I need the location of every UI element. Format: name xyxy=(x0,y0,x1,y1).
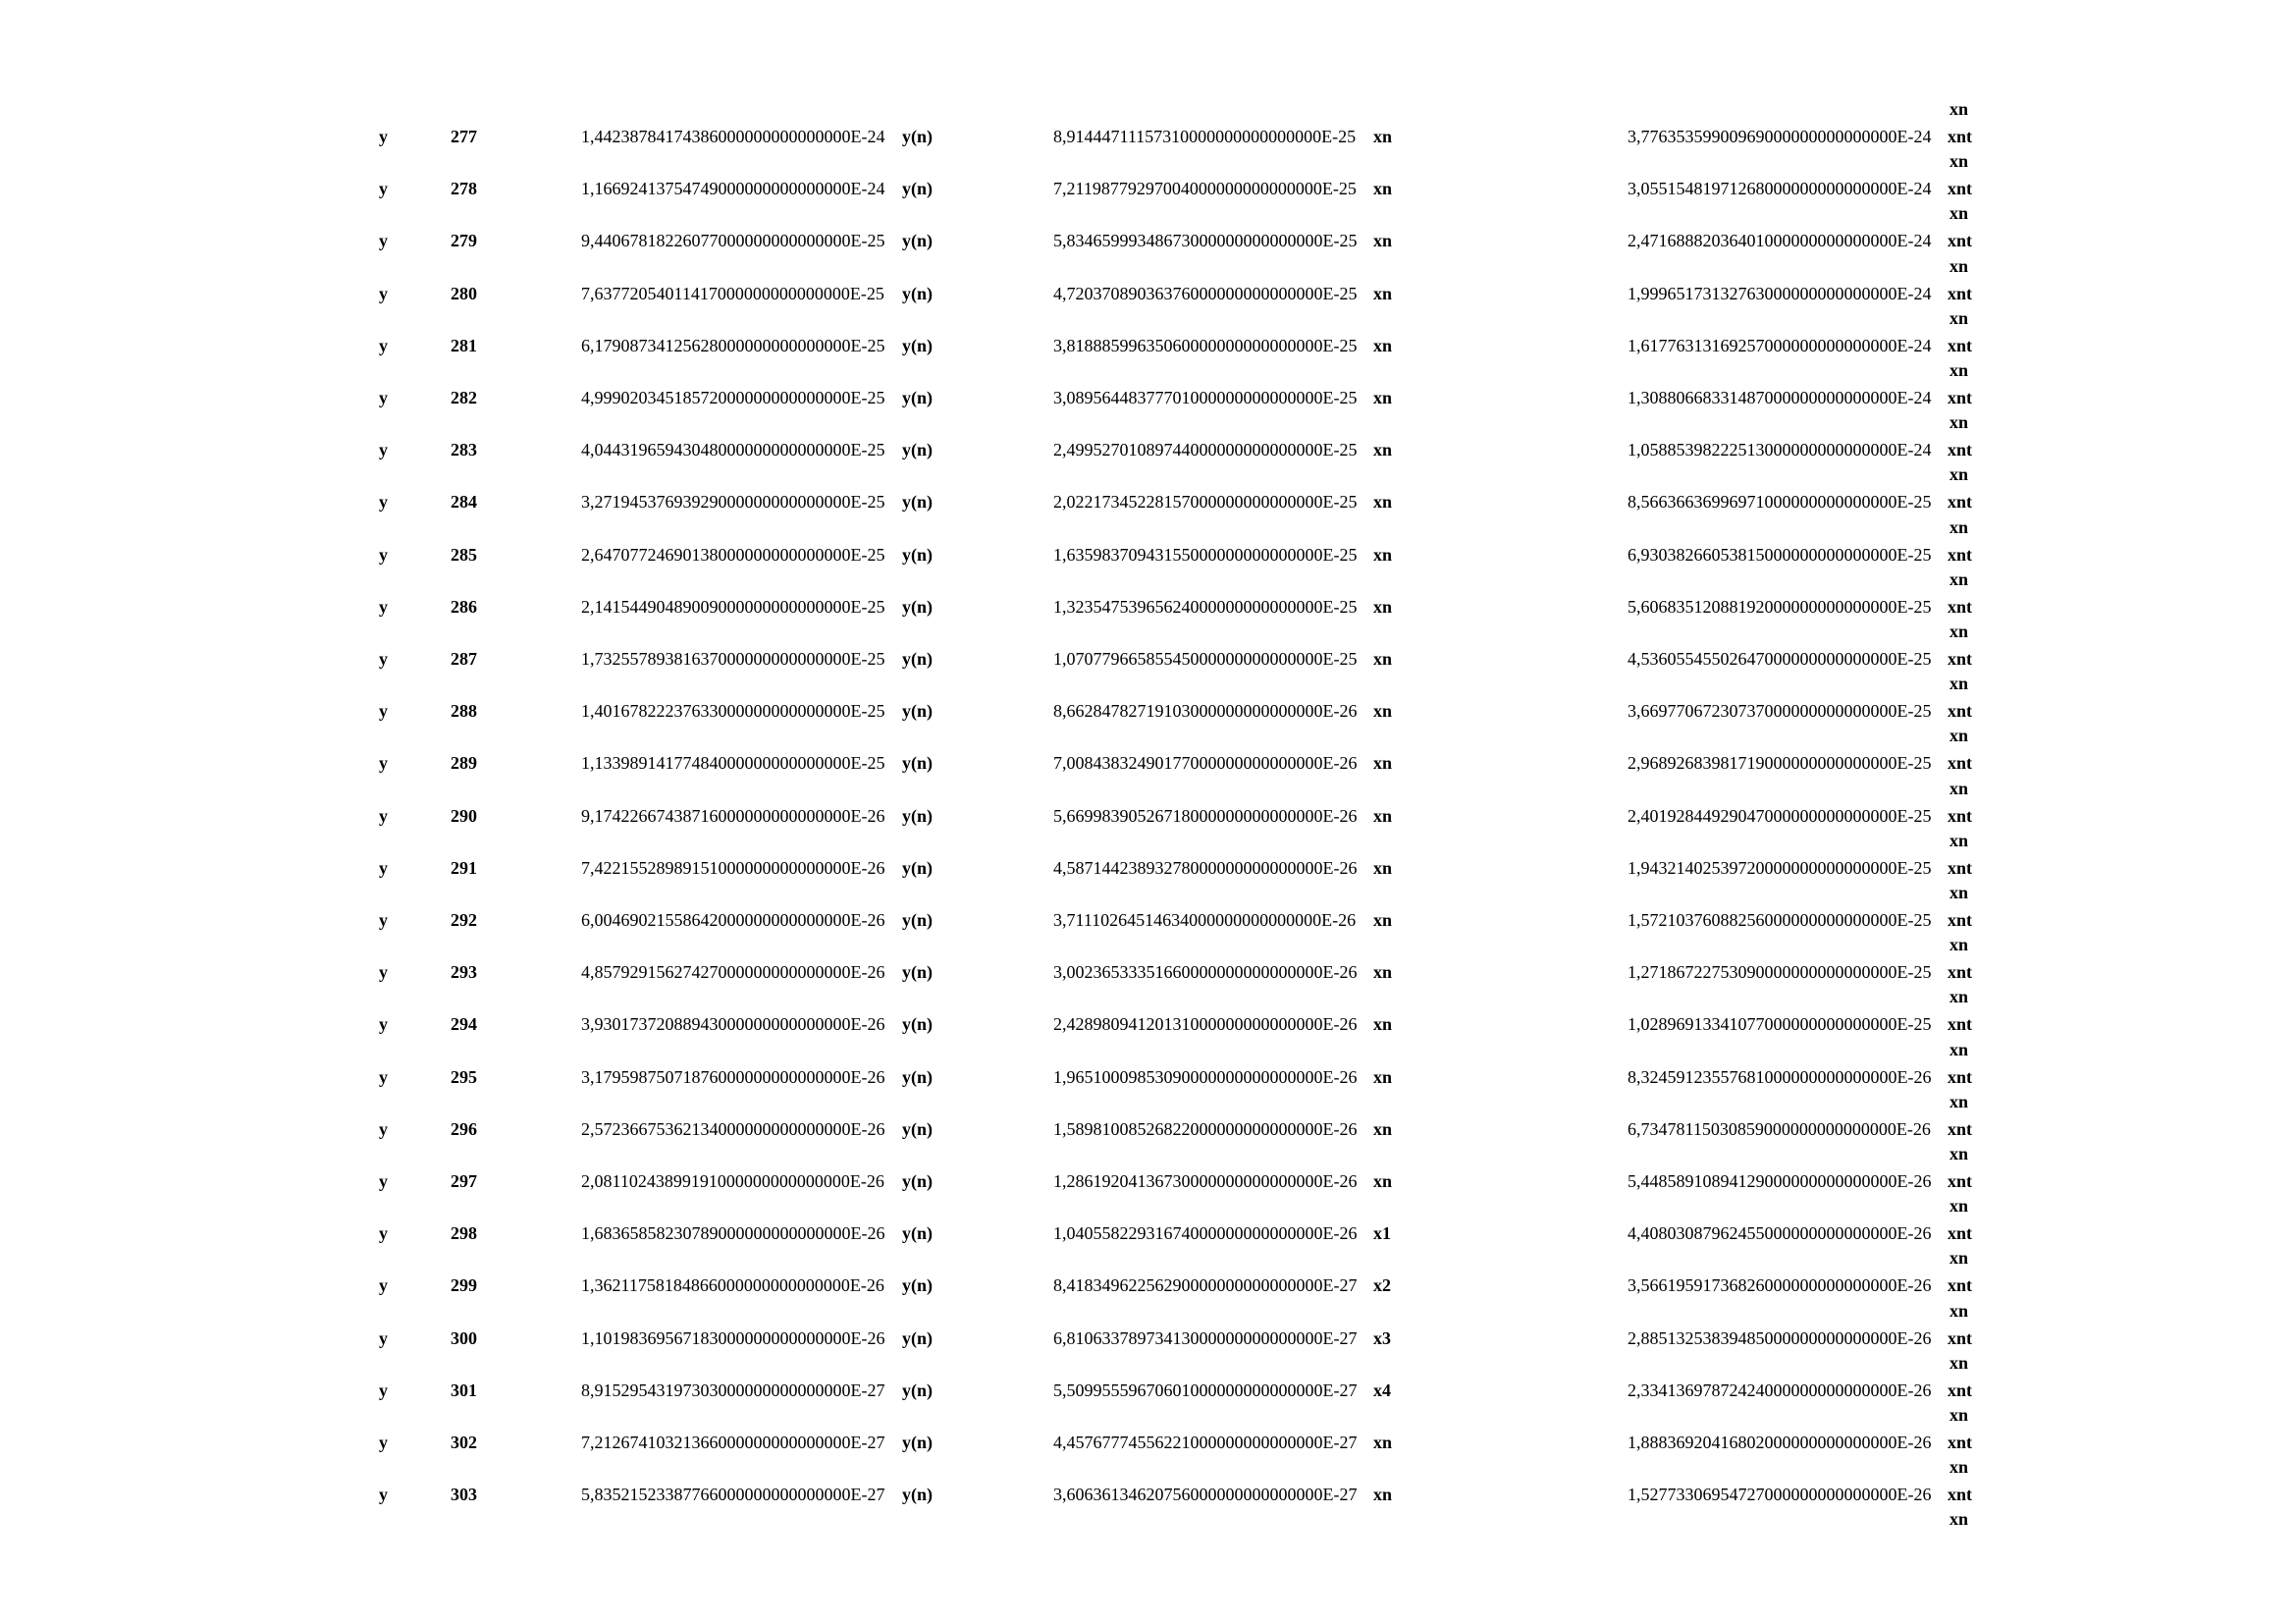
x-label: xn xyxy=(1373,1067,1393,1087)
y-label: y(n) xyxy=(902,231,933,250)
y-label: y(n) xyxy=(902,1067,933,1087)
table-row xyxy=(0,1430,2296,1455)
y-value: 4,99902034518572000000000000000E-25 xyxy=(581,388,885,407)
x-value: 1,07077966585545000000000000000E-25 xyxy=(1053,649,1358,669)
xnt-value: 1,52773306954727000000000000000E-26 xyxy=(1628,1485,1932,1504)
xnt-value: 3,77635359900969000000000000000E-24 xyxy=(1628,127,1932,146)
y-value: 1,13398914177484000000000000000E-25 xyxy=(581,753,885,773)
table-row xyxy=(0,281,2296,306)
xnt-value: 4,40803087962455000000000000000E-26 xyxy=(1628,1223,1932,1243)
x-label: xn xyxy=(1373,1485,1393,1504)
row-y-label: y xyxy=(379,1014,388,1034)
row-index: 288 xyxy=(451,701,477,721)
xnt-label: xnt xyxy=(1948,1485,1973,1504)
y-label: y(n) xyxy=(902,806,933,826)
x-value: 3,81888599635060000000000000000E-25 xyxy=(1053,336,1358,355)
x-label: xn xyxy=(1373,649,1393,669)
row-y-label: y xyxy=(379,1275,388,1295)
y-label: y(n) xyxy=(902,910,933,930)
row-y-label: y xyxy=(379,858,388,878)
row-y-label: y xyxy=(379,231,388,250)
row-y-label: y xyxy=(379,1433,388,1452)
xnt-label: xnt xyxy=(1948,858,1973,878)
y-value: 2,64707724690138000000000000000E-25 xyxy=(581,545,885,565)
x-value: 8,66284782719103000000000000000E-26 xyxy=(1053,701,1358,721)
row-y-label: y xyxy=(379,649,388,669)
table-row xyxy=(0,124,2296,149)
table-row xyxy=(0,646,2296,672)
xnt-value: 1,05885398222513000000000000000E-24 xyxy=(1628,440,1932,460)
x-value: 2,02217345228157000000000000000E-25 xyxy=(1053,492,1358,512)
table-row xyxy=(0,750,2296,776)
y-label: y(n) xyxy=(902,440,933,460)
table-row xyxy=(0,1482,2296,1507)
row-index: 293 xyxy=(451,962,477,982)
x-value: 4,45767774556221000000000000000E-27 xyxy=(1053,1433,1358,1452)
y-value: 6,00469021558642000000000000000E-26 xyxy=(581,910,885,930)
xn-label: xn xyxy=(1949,1040,1969,1059)
row-y-label: y xyxy=(379,284,388,303)
row-index: 286 xyxy=(451,597,477,617)
x-value: 3,08956448377701000000000000000E-25 xyxy=(1053,388,1358,407)
row-index: 279 xyxy=(451,231,477,250)
xnt-value: 1,94321402539720000000000000000E-25 xyxy=(1628,858,1932,878)
x-label: xn xyxy=(1373,701,1393,721)
y-value: 3,93017372088943000000000000000E-26 xyxy=(581,1014,885,1034)
table-row xyxy=(0,855,2296,881)
row-index: 301 xyxy=(451,1380,477,1400)
xnt-value: 8,56636636996971000000000000000E-25 xyxy=(1628,492,1932,512)
xn-label: xn xyxy=(1949,1248,1969,1268)
xnt-value: 2,47168882036401000000000000000E-24 xyxy=(1628,231,1932,250)
x-label: xn xyxy=(1373,597,1393,617)
x-value: 7,00843832490177000000000000000E-26 xyxy=(1053,753,1358,773)
table-row xyxy=(0,333,2296,358)
xnt-value: 6,73478115030859000000000000000E-26 xyxy=(1628,1119,1931,1139)
row-y-label: y xyxy=(379,1171,388,1191)
xnt-value: 6,93038266053815000000000000000E-25 xyxy=(1628,545,1932,565)
xnt-label: xnt xyxy=(1948,1433,1973,1452)
x-value: 8,91444711157310000000000000000E-25 xyxy=(1053,127,1357,146)
row-y-label: y xyxy=(379,597,388,617)
x-label: xn xyxy=(1373,231,1393,250)
xnt-value: 1,02896913341077000000000000000E-25 xyxy=(1628,1014,1932,1034)
xn-label: xn xyxy=(1949,1092,1969,1111)
xn-label: xn xyxy=(1949,1509,1969,1529)
y-value: 1,10198369567183000000000000000E-26 xyxy=(581,1328,885,1348)
table-row xyxy=(0,228,2296,253)
table-row xyxy=(0,1378,2296,1403)
xnt-label: xnt xyxy=(1948,388,1973,407)
x-value: 2,49952701089744000000000000000E-25 xyxy=(1053,440,1358,460)
y-label: y(n) xyxy=(902,179,933,198)
x-value: 2,42898094120131000000000000000E-26 xyxy=(1053,1014,1358,1034)
xn-label: xn xyxy=(1949,151,1969,171)
x-label: xn xyxy=(1373,1171,1393,1191)
xnt-value: 1,57210376088256000000000000000E-25 xyxy=(1628,910,1932,930)
y-label: y(n) xyxy=(902,962,933,982)
x-label: xn xyxy=(1373,284,1393,303)
row-y-label: y xyxy=(379,806,388,826)
row-index: 302 xyxy=(451,1433,477,1452)
row-index: 283 xyxy=(451,440,477,460)
y-value: 7,63772054011417000000000000000E-25 xyxy=(581,284,884,303)
y-value: 9,17422667438716000000000000000E-26 xyxy=(581,806,885,826)
row-y-label: y xyxy=(379,1328,388,1348)
xnt-value: 4,53605545502647000000000000000E-25 xyxy=(1628,649,1932,669)
x-value: 1,58981008526822000000000000000E-26 xyxy=(1053,1119,1358,1139)
xnt-value: 2,96892683981719000000000000000E-25 xyxy=(1628,753,1932,773)
y-label: y(n) xyxy=(902,649,933,669)
xnt-label: xnt xyxy=(1948,1380,1973,1400)
x-label: xn xyxy=(1373,440,1393,460)
table-row xyxy=(0,1325,2296,1351)
row-y-label: y xyxy=(379,127,388,146)
row-index: 296 xyxy=(451,1119,477,1139)
xnt-value: 1,88836920416802000000000000000E-26 xyxy=(1628,1433,1932,1452)
x-value: 1,28619204136730000000000000000E-26 xyxy=(1053,1171,1358,1191)
table-row xyxy=(0,698,2296,724)
row-index: 287 xyxy=(451,649,477,669)
xnt-label: xnt xyxy=(1948,1223,1973,1243)
xnt-label: xnt xyxy=(1948,1119,1973,1139)
y-label: y(n) xyxy=(902,388,933,407)
x-value: 8,41834962256290000000000000000E-27 xyxy=(1053,1275,1358,1295)
row-index: 299 xyxy=(451,1275,477,1295)
row-index: 282 xyxy=(451,388,477,407)
row-y-label: y xyxy=(379,753,388,773)
xnt-label: xnt xyxy=(1948,1328,1973,1348)
xnt-value: 2,33413697872424000000000000000E-26 xyxy=(1628,1380,1932,1400)
x-label: x2 xyxy=(1373,1275,1391,1295)
x-label: xn xyxy=(1373,962,1393,982)
xnt-value: 2,88513253839485000000000000000E-26 xyxy=(1628,1328,1932,1348)
table-row xyxy=(0,1220,2296,1246)
row-y-label: y xyxy=(379,1119,388,1139)
xnt-value: 3,05515481971268000000000000000E-24 xyxy=(1628,179,1932,198)
xnt-value: 3,56619591736826000000000000000E-26 xyxy=(1628,1275,1932,1295)
y-value: 8,91529543197303000000000000000E-27 xyxy=(581,1380,885,1400)
x-label: xn xyxy=(1373,753,1393,773)
y-value: 2,14154490489009000000000000000E-25 xyxy=(581,597,885,617)
xnt-label: xnt xyxy=(1948,910,1973,930)
y-value: 4,04431965943048000000000000000E-25 xyxy=(581,440,885,460)
x-label: xn xyxy=(1373,1119,1393,1139)
table-row xyxy=(0,907,2296,933)
x-value: 5,66998390526718000000000000000E-26 xyxy=(1053,806,1358,826)
x-value: 1,32354753965624000000000000000E-25 xyxy=(1053,597,1358,617)
row-index: 298 xyxy=(451,1223,477,1243)
x-label: x3 xyxy=(1373,1328,1391,1348)
xn-label: xn xyxy=(1949,622,1969,641)
xnt-value: 1,99965173132763000000000000000E-24 xyxy=(1628,284,1932,303)
xnt-label: xnt xyxy=(1948,701,1973,721)
x-label: xn xyxy=(1373,1433,1393,1452)
table-row xyxy=(0,437,2296,462)
x-value: 4,72037089036376000000000000000E-25 xyxy=(1053,284,1358,303)
x-label: x4 xyxy=(1373,1380,1391,1400)
y-label: y(n) xyxy=(902,284,933,303)
xnt-label: xnt xyxy=(1948,545,1973,565)
y-value: 7,42215528989151000000000000000E-26 xyxy=(581,858,885,878)
table-row xyxy=(0,1064,2296,1090)
xnt-value: 5,60683512088192000000000000000E-25 xyxy=(1628,597,1932,617)
row-index: 297 xyxy=(451,1171,477,1191)
x-label: xn xyxy=(1373,492,1393,512)
row-y-label: y xyxy=(379,440,388,460)
row-index: 291 xyxy=(451,858,477,878)
xnt-label: xnt xyxy=(1948,231,1973,250)
y-label: y(n) xyxy=(902,1328,933,1348)
xnt-value: 5,44858910894129000000000000000E-26 xyxy=(1628,1171,1932,1191)
row-index: 281 xyxy=(451,336,477,355)
xnt-value: 3,66977067230737000000000000000E-25 xyxy=(1628,701,1932,721)
xn-label: xn xyxy=(1949,987,1969,1006)
y-value: 4,85792915627427000000000000000E-26 xyxy=(581,962,885,982)
xnt-label: xnt xyxy=(1948,649,1973,669)
y-label: y(n) xyxy=(902,753,933,773)
row-index: 277 xyxy=(451,127,477,146)
x-value: 3,00236533351660000000000000000E-26 xyxy=(1053,962,1358,982)
y-label: y(n) xyxy=(902,1014,933,1034)
xnt-label: xnt xyxy=(1948,127,1973,146)
xnt-label: xnt xyxy=(1948,492,1973,512)
y-label: y(n) xyxy=(902,492,933,512)
x-value: 1,63598370943155000000000000000E-25 xyxy=(1053,545,1358,565)
y-value: 1,16692413754749000000000000000E-24 xyxy=(581,179,885,198)
xn-label: xn xyxy=(1949,569,1969,589)
xnt-label: xnt xyxy=(1948,1171,1973,1191)
row-index: 278 xyxy=(451,179,477,198)
xn-label: xn xyxy=(1949,517,1969,537)
xn-label: xn xyxy=(1949,203,1969,223)
y-label: y(n) xyxy=(902,1171,933,1191)
xn-label: xn xyxy=(1949,1457,1969,1477)
row-index: 294 xyxy=(451,1014,477,1034)
x-label: xn xyxy=(1373,545,1393,565)
table-row xyxy=(0,594,2296,620)
y-label: y(n) xyxy=(902,545,933,565)
y-label: y(n) xyxy=(902,336,933,355)
row-y-label: y xyxy=(379,1067,388,1087)
y-label: y(n) xyxy=(902,1485,933,1504)
table-row xyxy=(0,1011,2296,1037)
x-label: xn xyxy=(1373,336,1393,355)
xn-label: xn xyxy=(1949,1196,1969,1216)
y-value: 1,44238784174386000000000000000E-24 xyxy=(581,127,885,146)
y-value: 1,40167822237633000000000000000E-25 xyxy=(581,701,885,721)
x-value: 1,96510009853090000000000000000E-26 xyxy=(1053,1067,1358,1087)
xn-label: xn xyxy=(1949,674,1969,693)
xnt-label: xnt xyxy=(1948,440,1973,460)
row-index: 285 xyxy=(451,545,477,565)
y-value: 7,21267410321366000000000000000E-27 xyxy=(581,1433,885,1452)
y-label: y(n) xyxy=(902,858,933,878)
xnt-label: xnt xyxy=(1948,753,1973,773)
xnt-label: xnt xyxy=(1948,336,1973,355)
x-value: 6,81063378973413000000000000000E-27 xyxy=(1053,1328,1358,1348)
xnt-value: 1,30880668331487000000000000000E-24 xyxy=(1628,388,1932,407)
xn-label: xn xyxy=(1949,1144,1969,1163)
xn-label: xn xyxy=(1949,935,1969,954)
y-label: y(n) xyxy=(902,1380,933,1400)
row-y-label: y xyxy=(379,701,388,721)
row-index: 303 xyxy=(451,1485,477,1504)
xn-label: xn xyxy=(1949,412,1969,432)
y-value: 2,57236675362134000000000000000E-26 xyxy=(581,1119,885,1139)
xn-label: xn xyxy=(1949,831,1969,850)
x-value: 5,50995559670601000000000000000E-27 xyxy=(1053,1380,1358,1400)
row-y-label: y xyxy=(379,1380,388,1400)
xnt-label: xnt xyxy=(1948,1067,1973,1087)
row-index: 290 xyxy=(451,806,477,826)
xnt-value: 1,27186722753090000000000000000E-25 xyxy=(1628,962,1932,982)
y-value: 9,44067818226077000000000000000E-25 xyxy=(581,231,885,250)
xnt-value: 2,40192844929047000000000000000E-25 xyxy=(1628,806,1932,826)
xnt-value: 8,32459123557681000000000000000E-26 xyxy=(1628,1067,1932,1087)
x-label: xn xyxy=(1373,1014,1393,1034)
row-index: 280 xyxy=(451,284,477,303)
row-index: 292 xyxy=(451,910,477,930)
xn-label: xn xyxy=(1949,1301,1969,1321)
y-value: 3,27194537693929000000000000000E-25 xyxy=(581,492,885,512)
row-y-label: y xyxy=(379,1223,388,1243)
y-value: 1,36211758184866000000000000000E-26 xyxy=(581,1275,884,1295)
y-value: 2,08110243899191000000000000000E-26 xyxy=(581,1171,884,1191)
y-value: 5,83521523387766000000000000000E-27 xyxy=(581,1485,885,1504)
xnt-value: 1,61776313169257000000000000000E-24 xyxy=(1628,336,1932,355)
y-label: y(n) xyxy=(902,597,933,617)
row-y-label: y xyxy=(379,388,388,407)
row-y-label: y xyxy=(379,492,388,512)
row-y-label: y xyxy=(379,179,388,198)
table-row xyxy=(0,959,2296,985)
xnt-label: xnt xyxy=(1948,806,1973,826)
row-y-label: y xyxy=(379,962,388,982)
x-label: xn xyxy=(1373,127,1393,146)
y-value: 1,73255789381637000000000000000E-25 xyxy=(581,649,885,669)
y-value: 1,68365858230789000000000000000E-26 xyxy=(581,1223,885,1243)
x-label: x1 xyxy=(1373,1223,1391,1243)
xn-label: xn xyxy=(1949,308,1969,328)
xnt-label: xnt xyxy=(1948,597,1973,617)
table-row xyxy=(0,1116,2296,1142)
row-index: 300 xyxy=(451,1328,477,1348)
y-label: y(n) xyxy=(902,127,933,146)
x-label: xn xyxy=(1373,806,1393,826)
xnt-label: xnt xyxy=(1948,1014,1973,1034)
row-y-label: y xyxy=(379,910,388,930)
x-value: 3,71110264514634000000000000000E-26 xyxy=(1053,910,1357,930)
y-label: y(n) xyxy=(902,1119,933,1139)
xnt-label: xnt xyxy=(1948,1275,1973,1295)
x-value: 1,04055822931674000000000000000E-26 xyxy=(1053,1223,1358,1243)
x-value: 5,83465999348673000000000000000E-25 xyxy=(1053,231,1358,250)
y-value: 6,17908734125628000000000000000E-25 xyxy=(581,336,885,355)
table-row xyxy=(0,1168,2296,1194)
y-label: y(n) xyxy=(902,701,933,721)
table-row xyxy=(0,542,2296,568)
xnt-label: xnt xyxy=(1948,962,1973,982)
y-label: y(n) xyxy=(902,1223,933,1243)
xn-label: xn xyxy=(1949,726,1969,745)
x-value: 4,58714423893278000000000000000E-26 xyxy=(1053,858,1358,878)
x-label: xn xyxy=(1373,910,1393,930)
xn-label: xn xyxy=(1949,256,1969,276)
xn-label: xn xyxy=(1949,360,1969,380)
xn-label: xn xyxy=(1949,464,1969,484)
x-label: xn xyxy=(1373,858,1393,878)
table-row xyxy=(0,803,2296,829)
table-row xyxy=(0,385,2296,410)
row-y-label: y xyxy=(379,545,388,565)
x-value: 7,21198779297004000000000000000E-25 xyxy=(1053,179,1357,198)
x-value: 3,60636134620756000000000000000E-27 xyxy=(1053,1485,1358,1504)
y-label: y(n) xyxy=(902,1433,933,1452)
xn-label: xn xyxy=(1949,883,1969,902)
xn-label: xn xyxy=(1949,779,1969,798)
table-row xyxy=(0,176,2296,201)
y-value: 3,17959875071876000000000000000E-26 xyxy=(581,1067,885,1087)
x-label: xn xyxy=(1373,388,1393,407)
xnt-label: xnt xyxy=(1948,179,1973,198)
row-y-label: y xyxy=(379,1485,388,1504)
y-label: y(n) xyxy=(902,1275,933,1295)
table-row xyxy=(0,1272,2296,1298)
row-y-label: y xyxy=(379,336,388,355)
row-index: 289 xyxy=(451,753,477,773)
table-row xyxy=(0,489,2296,514)
row-index: 295 xyxy=(451,1067,477,1087)
xn-label: xn xyxy=(1949,1405,1969,1425)
xnt-label: xnt xyxy=(1948,284,1973,303)
xn-label: xn xyxy=(1949,1353,1969,1373)
xn-label: xn xyxy=(1949,99,1969,119)
row-index: 284 xyxy=(451,492,477,512)
x-label: xn xyxy=(1373,179,1393,198)
